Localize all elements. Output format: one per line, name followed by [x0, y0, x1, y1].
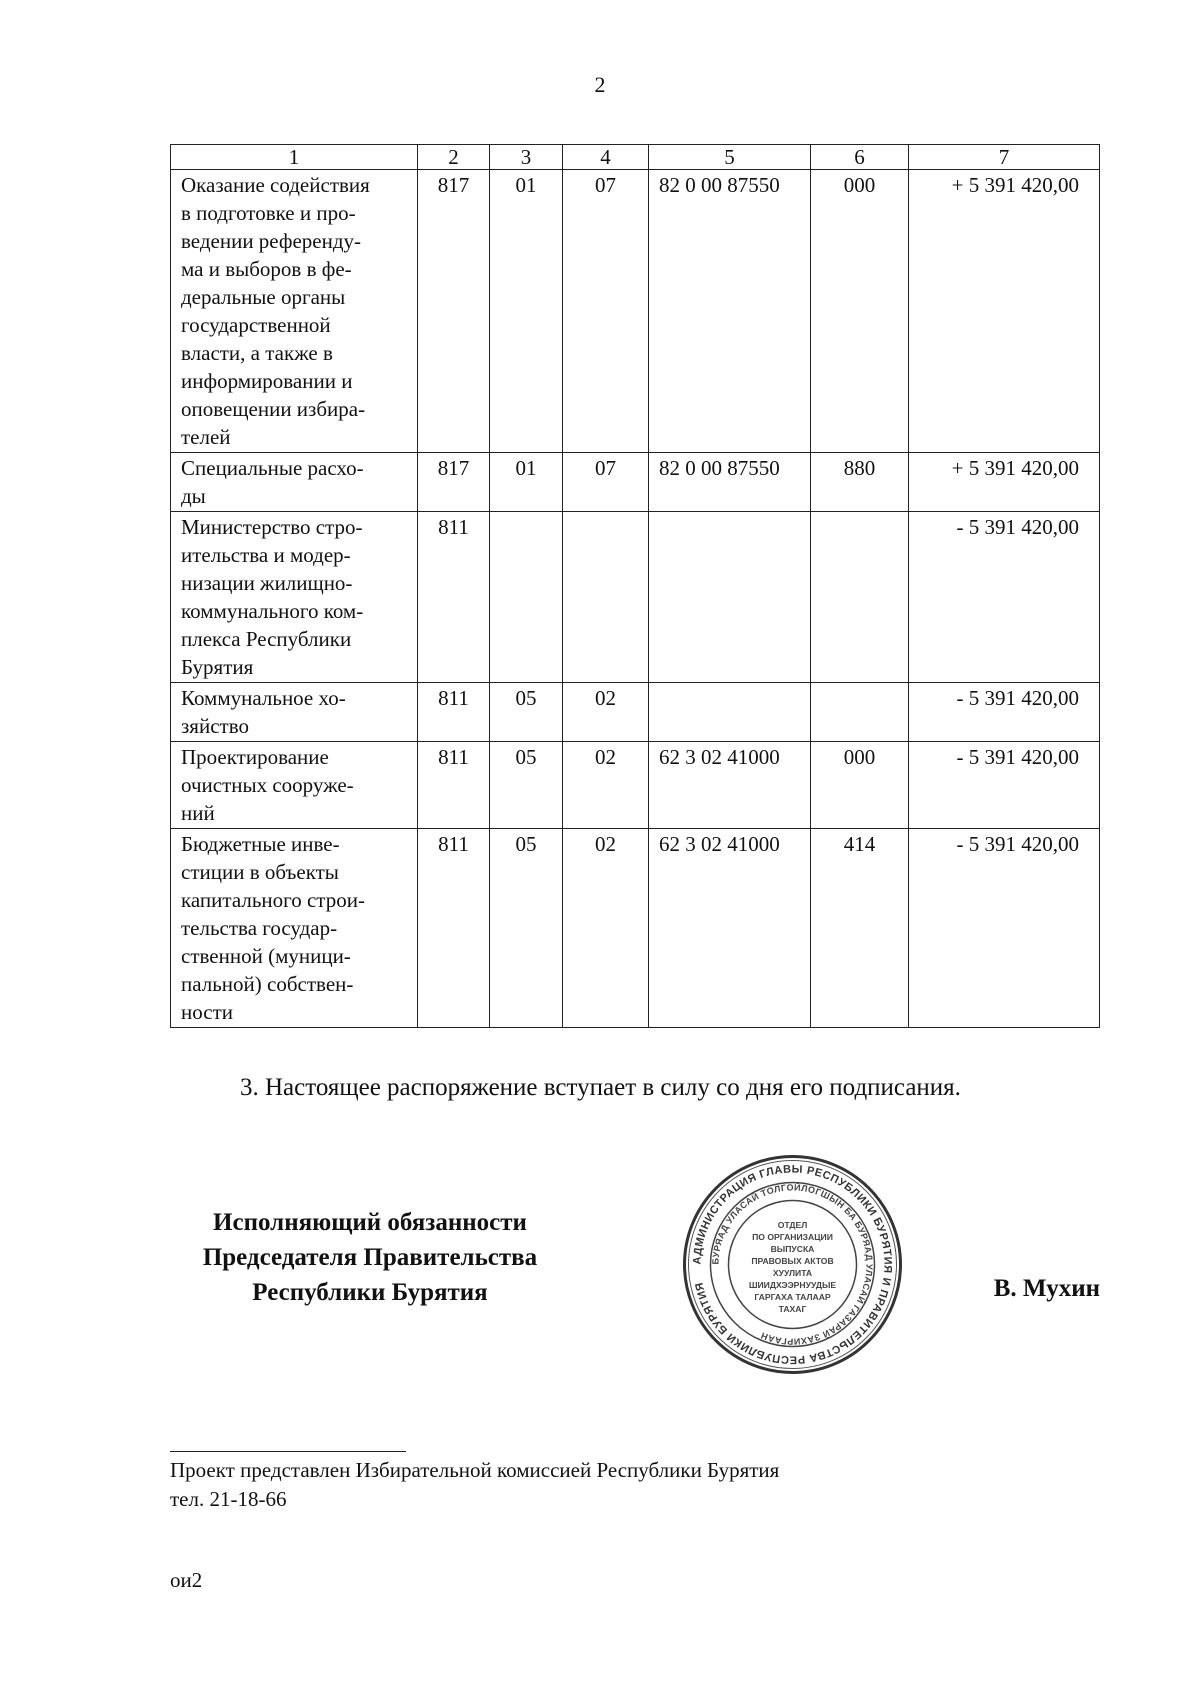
seal-center-line: ОТДЕЛ — [777, 1220, 808, 1230]
cell-c2: 817 — [418, 453, 490, 512]
expense-name-line: оповещении избира- — [181, 397, 366, 421]
seal-center-line: ТАХАГ — [778, 1304, 807, 1314]
cell-c3 — [490, 512, 563, 683]
cell-c7: - 5 391 420,00 — [909, 742, 1100, 829]
expense-name-line: информировании и — [181, 369, 353, 393]
expense-name-line: коммунального ком- — [181, 599, 364, 623]
expense-name-line: очистных сооруже- — [181, 773, 354, 797]
cell-expense-name — [171, 742, 418, 829]
column-header-7: 7 — [909, 145, 1100, 170]
expense-name-line: Бурятия — [181, 655, 254, 679]
expense-name-line: ведении референду- — [181, 229, 362, 253]
expense-name-line: капитального строи- — [181, 888, 365, 912]
column-header-2: 2 — [418, 145, 490, 170]
column-header-1: 1 — [171, 145, 418, 170]
page-number: 2 — [594, 72, 606, 97]
cell-c6: 000 — [811, 170, 909, 453]
cell-c3: 05 — [490, 683, 563, 742]
footnote-line-1: Проект представлен Избирательной комиссией Республики Бурятия — [170, 1458, 780, 1482]
cell-c2: 811 — [418, 683, 490, 742]
seal-center-line: ВЫПУСКА — [770, 1244, 815, 1254]
official-seal-stamp — [680, 1152, 905, 1377]
expense-name-line: Проектирование — [181, 745, 329, 769]
cell-c7: - 5 391 420,00 — [909, 829, 1100, 1028]
column-header-4: 4 — [563, 145, 649, 170]
cell-c7: + 5 391 420,00 — [909, 453, 1100, 512]
signatory-position-line: Исполняющий обязанности — [213, 1209, 527, 1236]
expense-name-line: Специальные расхо- — [181, 456, 364, 480]
signatory-name: В. Мухин — [993, 1275, 1100, 1302]
expense-name-line: зяйство — [181, 714, 249, 738]
cell-c3: 05 — [490, 829, 563, 1028]
expense-name-line: ма и выборов в фе- — [181, 257, 352, 281]
seal-center-line: ХУУЛИТА — [772, 1268, 813, 1278]
cell-expense-name — [171, 683, 418, 742]
seal-inner-text: БУРЯАД УЛАСАЙ ТОЛГОЙЛОГШЫН БА БУРЯАД УЛАСАЙ ГАЗАРАЙ ЗАХИРГААН — [710, 1182, 875, 1347]
cell-expense-name — [171, 512, 418, 683]
expense-name-line: в подготовке и про- — [181, 201, 356, 225]
column-header-3: 3 — [490, 145, 563, 170]
seal-center-line: ГАРГАХА ТАЛААР — [754, 1292, 831, 1302]
expense-name-line: Министерство стро- — [181, 515, 363, 539]
expense-name-line: Коммунальное хо- — [181, 686, 346, 710]
column-header-6: 6 — [811, 145, 909, 170]
expense-name-line: низации жилищно- — [181, 571, 353, 595]
expense-name-line: ний — [181, 801, 215, 825]
expense-name-line: власти, а также в — [181, 341, 333, 365]
expense-name-line: ности — [181, 1000, 233, 1024]
cell-c6 — [811, 512, 909, 683]
budget-table — [170, 144, 1100, 1028]
signatory-position-line: Республики Бурятия — [252, 1279, 488, 1306]
expense-name-line: плекса Республики — [181, 627, 352, 651]
seal-center-line: ПО ОРГАНИЗАЦИИ — [752, 1232, 833, 1242]
cell-c4: 07 — [563, 453, 649, 512]
table-row — [171, 742, 1100, 829]
table-row — [171, 512, 1100, 683]
expense-name-line: Оказание содействия — [181, 173, 370, 197]
expense-name-line: Бюджетные инве- — [181, 832, 340, 856]
cell-c5: 62 3 02 41000 — [649, 742, 811, 829]
seal-outer-text: АДМИНИСТРАЦИЯ ГЛАВЫ РЕСПУБЛИКИ БУРЯТИЯ И ПРАВИТЕЛЬСТВА РЕСПУБЛИКИ БУРЯТИЯ — [691, 1163, 894, 1366]
cell-c3: 05 — [490, 742, 563, 829]
cell-c5: 62 3 02 41000 — [649, 829, 811, 1028]
table-header-row — [171, 145, 1100, 170]
cell-c4: 02 — [563, 742, 649, 829]
table-row — [171, 453, 1100, 512]
cell-c7: + 5 391 420,00 — [909, 170, 1100, 453]
footnote-separator — [170, 1451, 406, 1452]
cell-c5: 82 0 00 87550 — [649, 453, 811, 512]
cell-c6 — [811, 683, 909, 742]
expense-name-line: деральные органы — [181, 285, 346, 309]
cell-c6: 000 — [811, 742, 909, 829]
expense-name-line: государственной — [181, 313, 331, 337]
cell-c6: 880 — [811, 453, 909, 512]
expense-name-line: телей — [181, 425, 231, 449]
expense-name-line: пальной) собствен- — [181, 972, 354, 996]
paragraph-3: 3. Настоящее распоряжение вступает в силу со дня его подписания. — [240, 1074, 961, 1101]
cell-c2: 817 — [418, 170, 490, 453]
cell-c7: - 5 391 420,00 — [909, 683, 1100, 742]
cell-c6: 414 — [811, 829, 909, 1028]
signatory-position — [170, 1205, 570, 1310]
cell-c3: 01 — [490, 453, 563, 512]
cell-expense-name — [171, 453, 418, 512]
cell-c4: 02 — [563, 683, 649, 742]
cell-c3: 01 — [490, 170, 563, 453]
footnote — [170, 1456, 779, 1514]
seal-center-line: ШИИДХЭЭРНУУДЫЕ — [748, 1280, 837, 1290]
footnote-line-2: тел. 21-18-66 — [170, 1487, 287, 1511]
cell-c7: - 5 391 420,00 — [909, 512, 1100, 683]
cell-c2: 811 — [418, 742, 490, 829]
seal-center-line: ПРАВОВЫХ АКТОВ — [751, 1256, 834, 1266]
expense-name-line: стиции в объекты — [181, 860, 339, 884]
cell-c4: 07 — [563, 170, 649, 453]
cell-c5 — [649, 512, 811, 683]
expense-name-line: ственной (муници- — [181, 944, 351, 968]
column-header-5: 5 — [649, 145, 811, 170]
cell-c4 — [563, 512, 649, 683]
expense-name-line: ды — [181, 484, 206, 508]
cell-c2: 811 — [418, 829, 490, 1028]
cell-c5: 82 0 00 87550 — [649, 170, 811, 453]
table-row — [171, 170, 1100, 453]
cell-expense-name — [171, 829, 418, 1028]
table-row — [171, 683, 1100, 742]
expense-name-line: ительства и модер- — [181, 543, 351, 567]
cell-c2: 811 — [418, 512, 490, 683]
signatory-position-line: Председателя Правительства — [202, 1244, 538, 1271]
expense-name-line: тельства государ- — [181, 916, 338, 940]
table-row — [171, 829, 1100, 1028]
document-code: ои2 — [170, 1568, 203, 1592]
cell-expense-name — [171, 170, 418, 453]
cell-c4: 02 — [563, 829, 649, 1028]
cell-c5 — [649, 683, 811, 742]
